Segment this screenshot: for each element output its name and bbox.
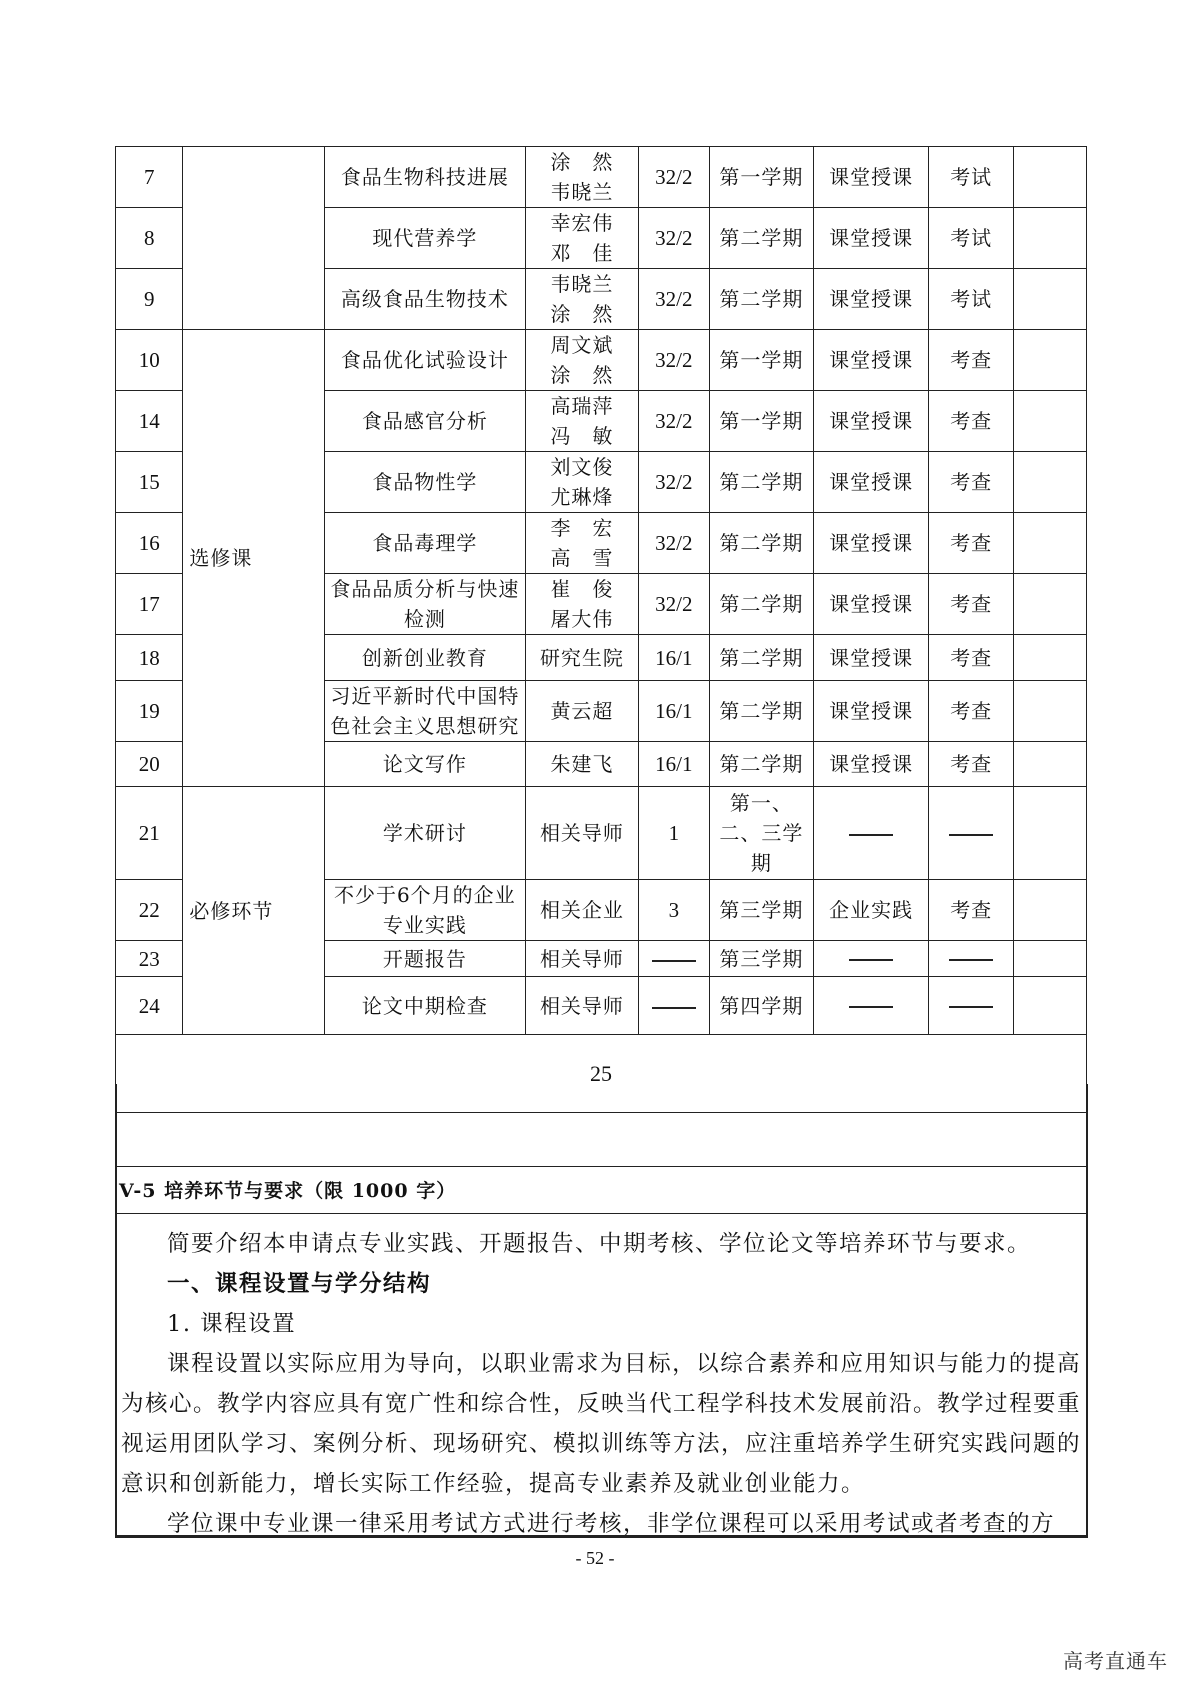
course-table-body <box>116 147 1087 1113</box>
teaching-mode: 课堂授课 <box>814 742 929 787</box>
dash-placeholder <box>652 960 696 962</box>
course-name: 开题报告 <box>324 941 525 977</box>
teacher-name: 朱建飞 <box>525 742 638 787</box>
assessment-paragraph: 学位课中专业课一律采用考试方式进行考核，非学位课程可以采用考试或者考查的方 <box>167 1511 1056 1537</box>
hours-credits: 32/2 <box>638 391 709 452</box>
course-name: 论文中期检查 <box>324 977 525 1035</box>
course-category: 选修课 <box>183 330 324 787</box>
dash-placeholder <box>949 1006 993 1008</box>
assessment-type <box>929 977 1014 1035</box>
row-number: 7 <box>116 147 183 208</box>
lower-section-box <box>115 1084 1088 1537</box>
assessment-type: 考查 <box>929 452 1014 513</box>
dash-placeholder <box>849 959 893 961</box>
assessment-type: 考试 <box>929 269 1014 330</box>
row-number: 14 <box>116 391 183 452</box>
semester: 第二学期 <box>709 742 813 787</box>
assessment-type <box>929 787 1014 880</box>
remarks-cell <box>1014 742 1087 787</box>
course-name: 高级食品生物技术 <box>324 269 525 330</box>
course-name: 学术研讨 <box>324 787 525 880</box>
assessment-type: 考试 <box>929 208 1014 269</box>
course-name: 习近平新时代中国特 色社会主义思想研究 <box>324 681 525 742</box>
subheading-course-setting: 1. 课程设置 <box>167 1311 297 1337</box>
hours-credits: 1 <box>638 787 709 880</box>
assessment-type: 考查 <box>929 681 1014 742</box>
course-name: 食品生物科技进展 <box>324 147 525 208</box>
dash-placeholder <box>849 1006 893 1008</box>
row-number: 18 <box>116 635 183 681</box>
hours-credits: 16/1 <box>638 681 709 742</box>
teaching-mode: 课堂授课 <box>814 269 929 330</box>
teaching-mode: 课堂授课 <box>814 330 929 391</box>
assessment-type: 考查 <box>929 880 1014 941</box>
semester: 第二学期 <box>709 635 813 681</box>
semester: 第二学期 <box>709 513 813 574</box>
course-name: 食品毒理学 <box>324 513 525 574</box>
teaching-mode <box>814 787 929 880</box>
course-name: 不少于6个月的企业 专业实践 <box>324 880 525 941</box>
semester: 第二学期 <box>709 681 813 742</box>
teaching-mode: 企业实践 <box>814 880 929 941</box>
remarks-cell <box>1014 513 1087 574</box>
table-row <box>116 330 1087 391</box>
section-heading-bar <box>117 1166 1086 1214</box>
hours-credits <box>638 941 709 977</box>
semester: 第二学期 <box>709 452 813 513</box>
teacher-name: 周文斌 涂 然 <box>525 330 638 391</box>
hours-credits: 32/2 <box>638 574 709 635</box>
assessment-type: 考查 <box>929 635 1014 681</box>
hours-credits: 16/1 <box>638 635 709 681</box>
teaching-mode: 课堂授课 <box>814 635 929 681</box>
row-number: 10 <box>116 330 183 391</box>
row-number: 15 <box>116 452 183 513</box>
assessment-type: 考查 <box>929 513 1014 574</box>
assessment-type: 考试 <box>929 147 1014 208</box>
teacher-name: 黄云超 <box>525 681 638 742</box>
hours-credits: 3 <box>638 880 709 941</box>
assessment-type: 考查 <box>929 391 1014 452</box>
remarks-cell <box>1014 941 1087 977</box>
teaching-mode <box>814 941 929 977</box>
row-number: 8 <box>116 208 183 269</box>
row-number: 23 <box>116 941 183 977</box>
row-number: 22 <box>116 880 183 941</box>
course-name: 食品品质分析与快速 检测 <box>324 574 525 635</box>
assessment-type: 考查 <box>929 574 1014 635</box>
course-name: 食品物性学 <box>324 452 525 513</box>
teaching-mode: 课堂授课 <box>814 574 929 635</box>
teacher-name: 刘文俊 尤琳烽 <box>525 452 638 513</box>
teaching-mode: 课堂授课 <box>814 147 929 208</box>
course-name: 食品感官分析 <box>324 391 525 452</box>
dash-placeholder <box>949 834 993 836</box>
table-row <box>116 147 1087 208</box>
hours-credits: 32/2 <box>638 452 709 513</box>
remarks-cell <box>1014 452 1087 513</box>
course-category <box>183 147 324 330</box>
semester: 第三学期 <box>709 941 813 977</box>
section-intro: 简要介绍本申请点专业实践、开题报告、中期考核、学位论文等培养环节与要求。 <box>167 1231 1032 1257</box>
semester: 第二学期 <box>709 208 813 269</box>
assessment-type <box>929 941 1014 977</box>
teacher-name: 相关导师 <box>525 787 638 880</box>
course-setting-paragraph: 课程设置以实际应用为导向，以职业需求为目标，以综合素养和应用知识与能力的提高为核心。教学内容应具有宽广性和综合性，反映当代工程学科技术发展前沿。教学过程要重视运用团队学习、案例分析、现场研究、模拟训练等方法，应注重培养学生研究实践问题的意识和创新能力，增长实际工作经验，提高专业素养及就业创业能力。 <box>121 1351 1082 1497</box>
teacher-name: 相关导师 <box>525 941 638 977</box>
teaching-mode <box>814 977 929 1035</box>
teacher-name: 相关企业 <box>525 880 638 941</box>
teacher-name: 高瑞萍 冯 敏 <box>525 391 638 452</box>
dash-placeholder <box>652 1007 696 1009</box>
row-number: 24 <box>116 977 183 1035</box>
box-bottom-rule <box>115 1535 1088 1538</box>
row-number: 9 <box>116 269 183 330</box>
hours-credits: 32/2 <box>638 513 709 574</box>
teaching-mode: 课堂授课 <box>814 513 929 574</box>
heading-course-structure: 一、课程设置与学分结构 <box>167 1271 432 1297</box>
teaching-mode: 课堂授课 <box>814 391 929 452</box>
semester: 第二学期 <box>709 269 813 330</box>
semester: 第二学期 <box>709 574 813 635</box>
semester: 第一、 二、三学 期 <box>709 787 813 880</box>
teacher-name: 崔 俊 屠大伟 <box>525 574 638 635</box>
remarks-cell <box>1014 269 1087 330</box>
semester: 第四学期 <box>709 977 813 1035</box>
semester: 第一学期 <box>709 330 813 391</box>
course-category: 必修环节 <box>183 787 324 1035</box>
hours-credits: 32/2 <box>638 147 709 208</box>
teacher-name: 幸宏伟 邓 佳 <box>525 208 638 269</box>
table-row <box>116 787 1087 880</box>
page-number: - 52 - <box>575 1548 615 1568</box>
teacher-name: 相关导师 <box>525 977 638 1035</box>
remarks-cell <box>1014 635 1087 681</box>
course-name: 论文写作 <box>324 742 525 787</box>
remarks-cell <box>1014 147 1087 208</box>
remarks-cell <box>1014 330 1087 391</box>
row-number: 17 <box>116 574 183 635</box>
assessment-type: 考查 <box>929 742 1014 787</box>
remarks-cell <box>1014 787 1087 880</box>
section-heading: V-5 培养环节与要求（限 1000 字） <box>119 1180 457 1202</box>
remarks-cell <box>1014 681 1087 742</box>
remarks-cell <box>1014 208 1087 269</box>
teacher-name: 研究生院 <box>525 635 638 681</box>
semester: 第一学期 <box>709 391 813 452</box>
course-name: 创新创业教育 <box>324 635 525 681</box>
teaching-mode: 课堂授课 <box>814 452 929 513</box>
hours-credits <box>638 977 709 1035</box>
semester: 第三学期 <box>709 880 813 941</box>
course-table <box>115 146 1087 1113</box>
teaching-mode: 课堂授课 <box>814 208 929 269</box>
row-number: 21 <box>116 787 183 880</box>
hours-credits: 16/1 <box>638 742 709 787</box>
course-name: 食品优化试验设计 <box>324 330 525 391</box>
row-number: 20 <box>116 742 183 787</box>
dash-placeholder <box>949 959 993 961</box>
dash-placeholder <box>849 834 893 836</box>
teacher-name: 韦晓兰 涂 然 <box>525 269 638 330</box>
hours-credits: 32/2 <box>638 269 709 330</box>
remarks-cell <box>1014 880 1087 941</box>
teacher-name: 李 宏 高 雪 <box>525 513 638 574</box>
remarks-cell <box>1014 977 1087 1035</box>
watermark: 高考直通车 <box>1063 1649 1168 1673</box>
course-name: 现代营养学 <box>324 208 525 269</box>
semester: 第一学期 <box>709 147 813 208</box>
total-row-cell: 25 <box>116 1035 1087 1113</box>
teaching-mode: 课堂授课 <box>814 681 929 742</box>
assessment-type: 考查 <box>929 330 1014 391</box>
remarks-cell <box>1014 391 1087 452</box>
teacher-name: 涂 然 韦晓兰 <box>525 147 638 208</box>
hours-credits: 32/2 <box>638 208 709 269</box>
remarks-cell <box>1014 574 1087 635</box>
row-number: 16 <box>116 513 183 574</box>
hours-credits: 32/2 <box>638 330 709 391</box>
row-number: 19 <box>116 681 183 742</box>
